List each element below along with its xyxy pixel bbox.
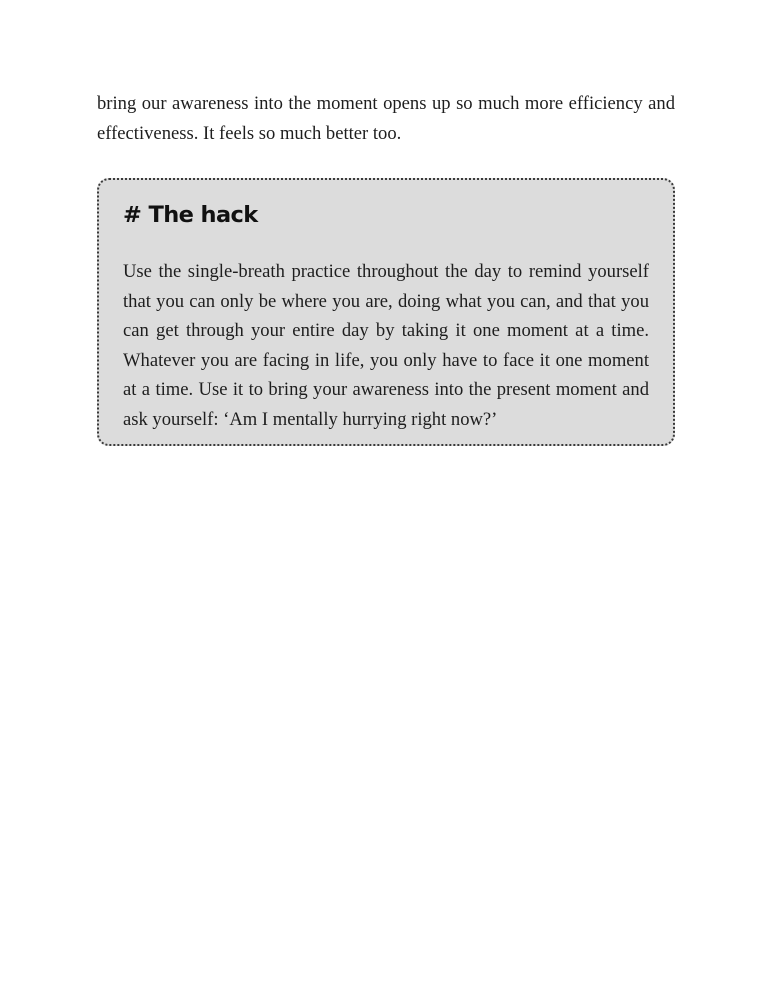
callout-body: Use the single-breath practice throughout the day to remind yourself that you can only be where you are, doing what you can, and that you can get through your entire day by taking it one moment at a time. Whatever you are facing in life, you only have to face it one moment at a time. Use it to bring your awareness into the present moment and ask yourself: ‘Am I mentally hurrying right now?’	[123, 261, 649, 430]
hack-callout-box	[97, 178, 675, 446]
intro-paragraph: bring our awareness into the moment opens up so much more efficiency and effectiveness. It feels so much better too.	[97, 93, 675, 144]
callout-title: # The hack	[123, 202, 258, 228]
